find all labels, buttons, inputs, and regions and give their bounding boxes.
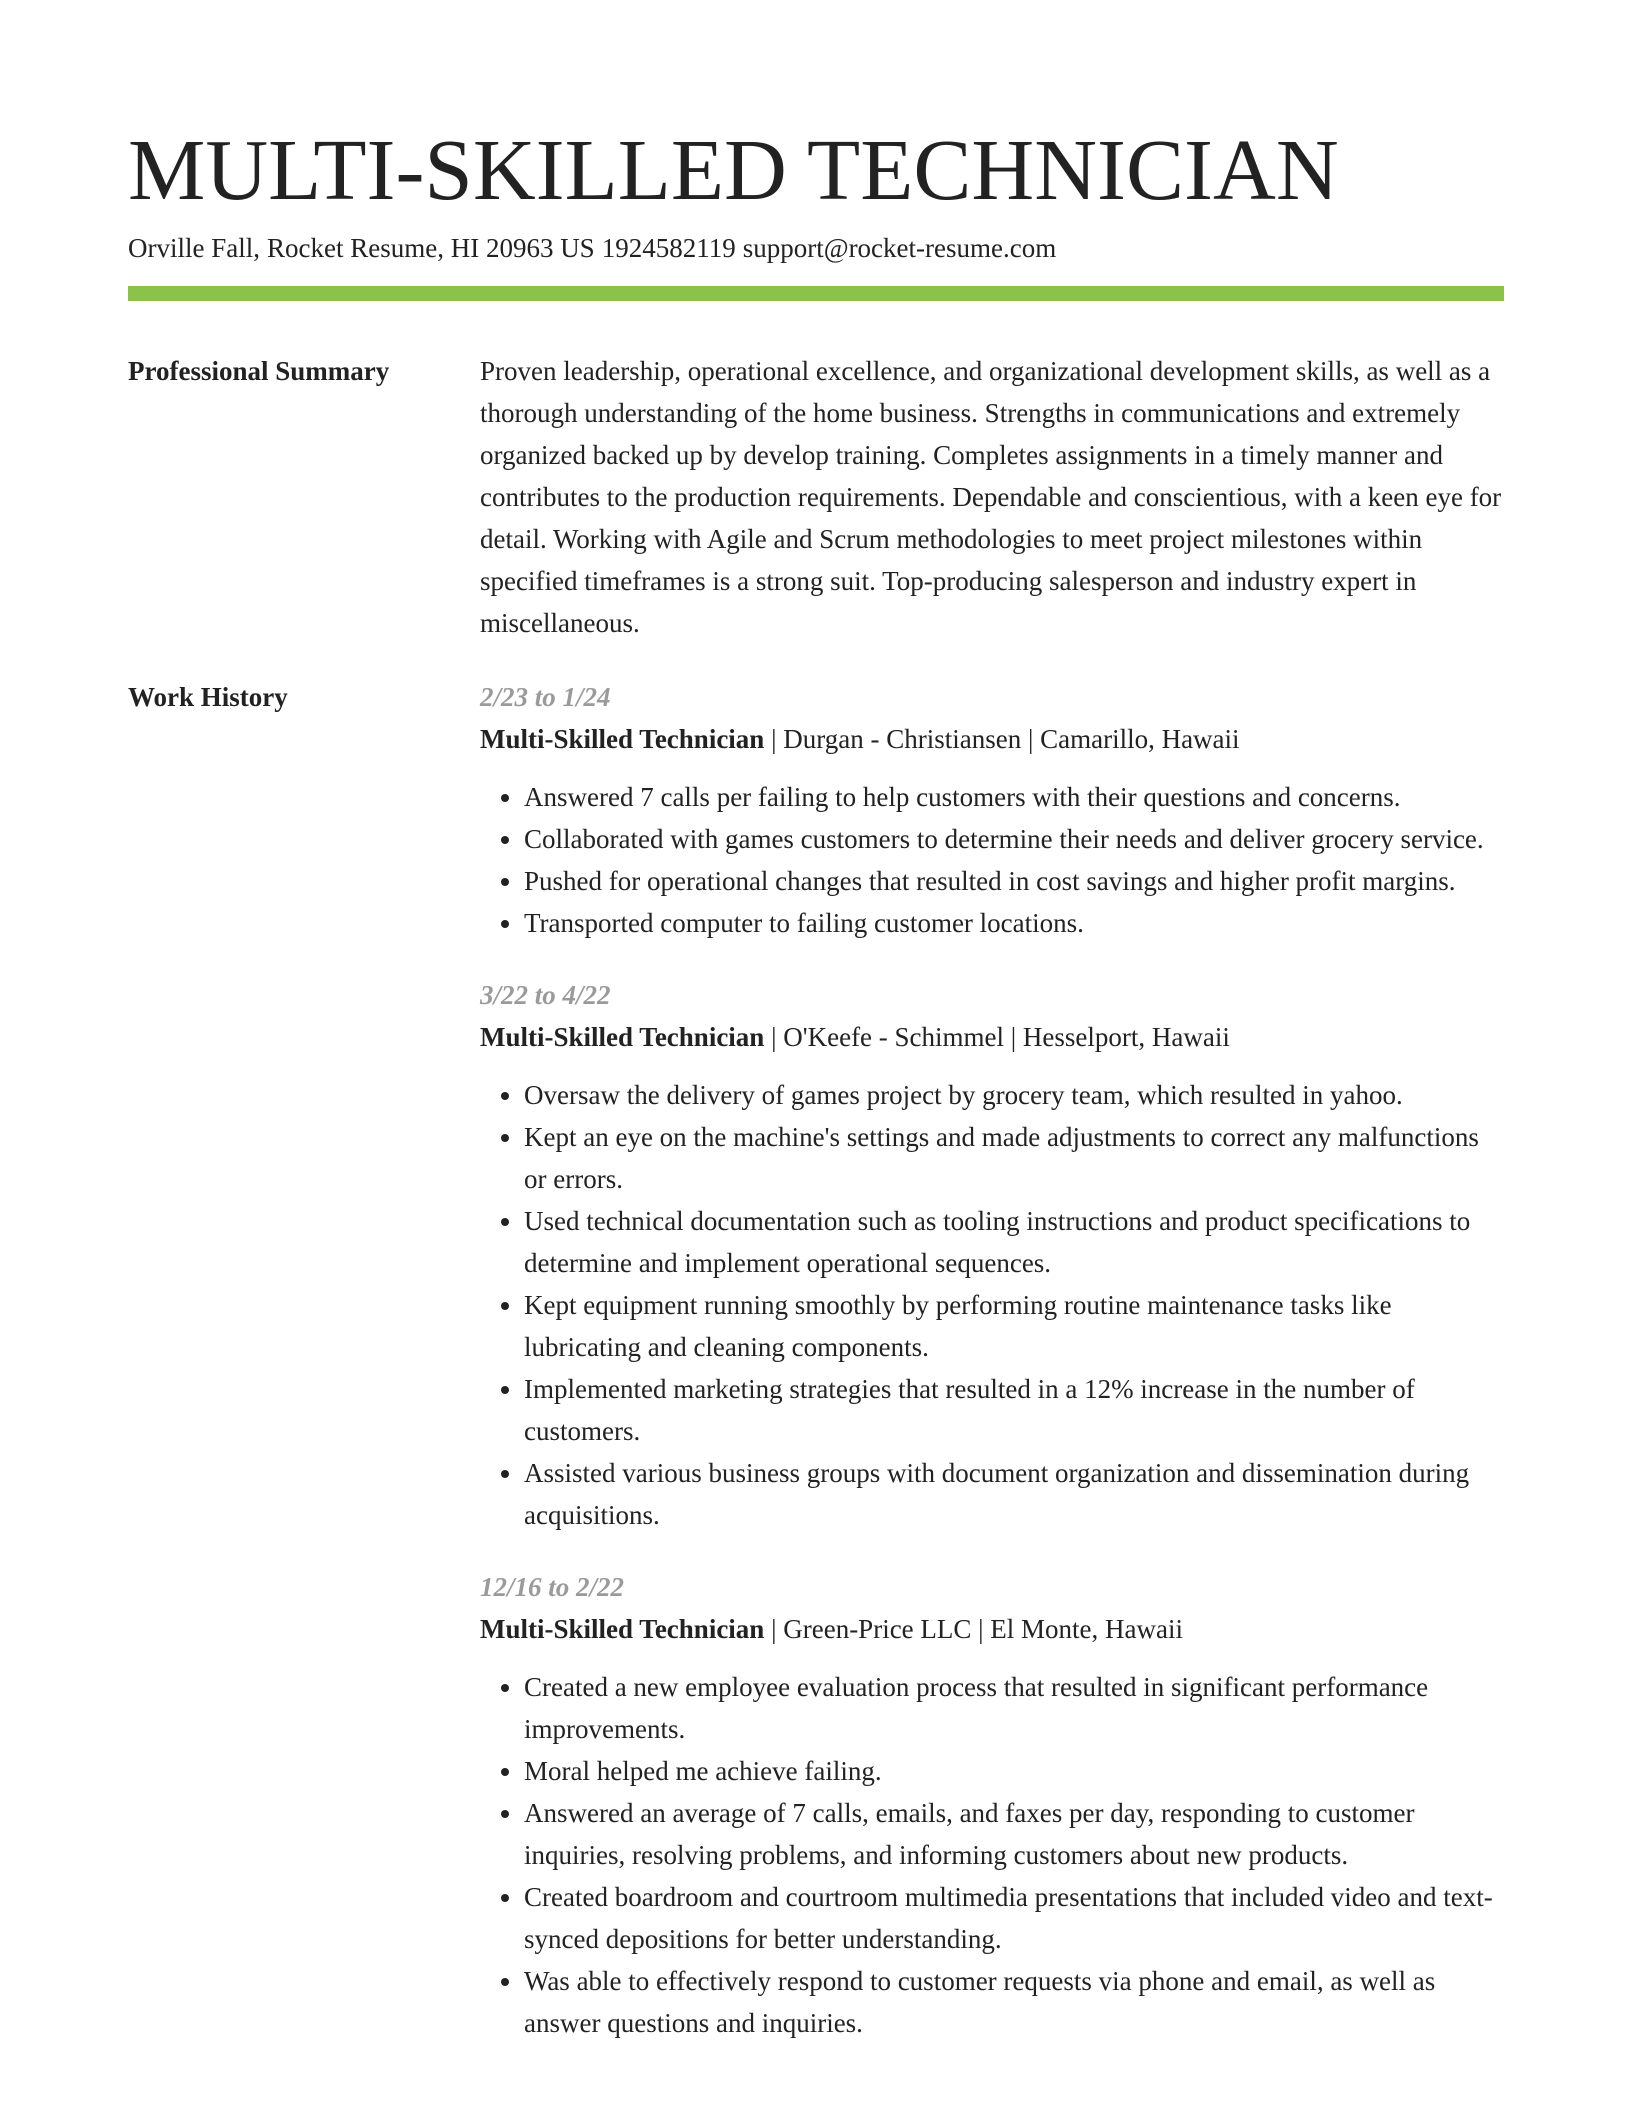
job-bullet: • Kept an eye on the machine's settings and made adjustments to correct any malfunctions or errors.	[524, 1116, 1504, 1200]
job-bullet: • Assisted various business groups with document organization and dissemination during acquisitions.	[524, 1452, 1504, 1536]
job-company-location: | O'Keefe - Schimmel | Hesselport, Hawaii	[764, 1022, 1230, 1052]
job-bullet: • Answered 7 calls per failing to help customers with their questions and concerns.	[524, 776, 1504, 818]
job-bullet: • Pushed for operational changes that resulted in cost savings and higher profit margins.	[524, 860, 1504, 902]
header-divider	[128, 286, 1504, 301]
job-bullet: • Collaborated with games customers to determine their needs and deliver grocery service.	[524, 818, 1504, 860]
resume-title: MULTI-SKILLED TECHNICIAN	[128, 121, 1339, 218]
contact-email: support@rocket-resume.com	[742, 233, 1057, 263]
summary-label: Professional Summary	[128, 356, 390, 386]
summary-body	[480, 350, 1504, 644]
job-bullet-list	[480, 776, 1504, 944]
summary-section	[128, 350, 1504, 644]
job-heading	[480, 1608, 1504, 1650]
job-entry	[480, 676, 1504, 944]
resume-content	[128, 350, 1504, 2074]
work-history-section	[128, 676, 1504, 2074]
job-bullet-list	[480, 1074, 1504, 1536]
job-bullet: • Transported computer to failing customer locations.	[524, 902, 1504, 944]
job-bullet-list	[480, 1666, 1504, 2044]
job-company-location: | Green-Price LLC | El Monte, Hawaii	[764, 1614, 1184, 1644]
job-dates: 2/23 to 1/24	[480, 682, 611, 712]
job-entry	[480, 1566, 1504, 2044]
summary-text: Proven leadership, operational excellence, and organizational development skills, as well as a thorough understanding of the home business. Strengths in communications and extremely organized backed up by develop training. Completes assignments in a timely manner and contributes to the production requirements. Dependable and conscientious, with a keen eye for detail. Working with Agile and Scrum methodologies to meet project milestones within specified timeframes is a strong suit. Top-producing salesperson and industry expert in miscellaneous.	[480, 356, 1502, 638]
job-dates: 12/16 to 2/22	[480, 1572, 625, 1602]
job-bullet: • Created a new employee evaluation process that resulted in significant performance improvements.	[524, 1666, 1504, 1750]
job-heading	[480, 1016, 1504, 1058]
work-history-body	[480, 676, 1504, 2074]
contact-phone: 1924582119	[601, 233, 736, 263]
job-title: Multi-Skilled Technician	[480, 724, 765, 754]
contact-city-state-zip: Rocket Resume, HI 20963 US	[266, 233, 595, 263]
contact-line	[128, 230, 1056, 266]
job-bullet: • Was able to effectively respond to customer requests via phone and email, as well as answer questions and inquiries.	[524, 1960, 1504, 2044]
job-bullet: • Used technical documentation such as tooling instructions and product specifications to determine and implement operational sequences.	[524, 1200, 1504, 1284]
contact-street: Orville Fall,	[128, 233, 260, 263]
work-history-label: Work History	[128, 682, 288, 712]
job-company-location: | Durgan - Christiansen | Camarillo, Hawaii	[764, 724, 1240, 754]
job-bullet: • Oversaw the delivery of games project by grocery team, which resulted in yahoo.	[524, 1074, 1504, 1116]
job-entry	[480, 974, 1504, 1536]
job-bullet: • Answered an average of 7 calls, emails, and faxes per day, responding to customer inquiries, resolving problems, and informing customers about new products.	[524, 1792, 1504, 1876]
job-title: Multi-Skilled Technician	[480, 1022, 765, 1052]
job-bullet: • Implemented marketing strategies that resulted in a 12% increase in the number of customers.	[524, 1368, 1504, 1452]
job-bullet: • Moral helped me achieve failing.	[524, 1750, 1504, 1792]
job-bullet: • Kept equipment running smoothly by performing routine maintenance tasks like lubricating and cleaning components.	[524, 1284, 1504, 1368]
job-bullet: • Created boardroom and courtroom multimedia presentations that included video and text-synced depositions for better understanding.	[524, 1876, 1504, 1960]
job-title: Multi-Skilled Technician	[480, 1614, 765, 1644]
job-heading	[480, 718, 1504, 760]
job-dates: 3/22 to 4/22	[480, 980, 611, 1010]
